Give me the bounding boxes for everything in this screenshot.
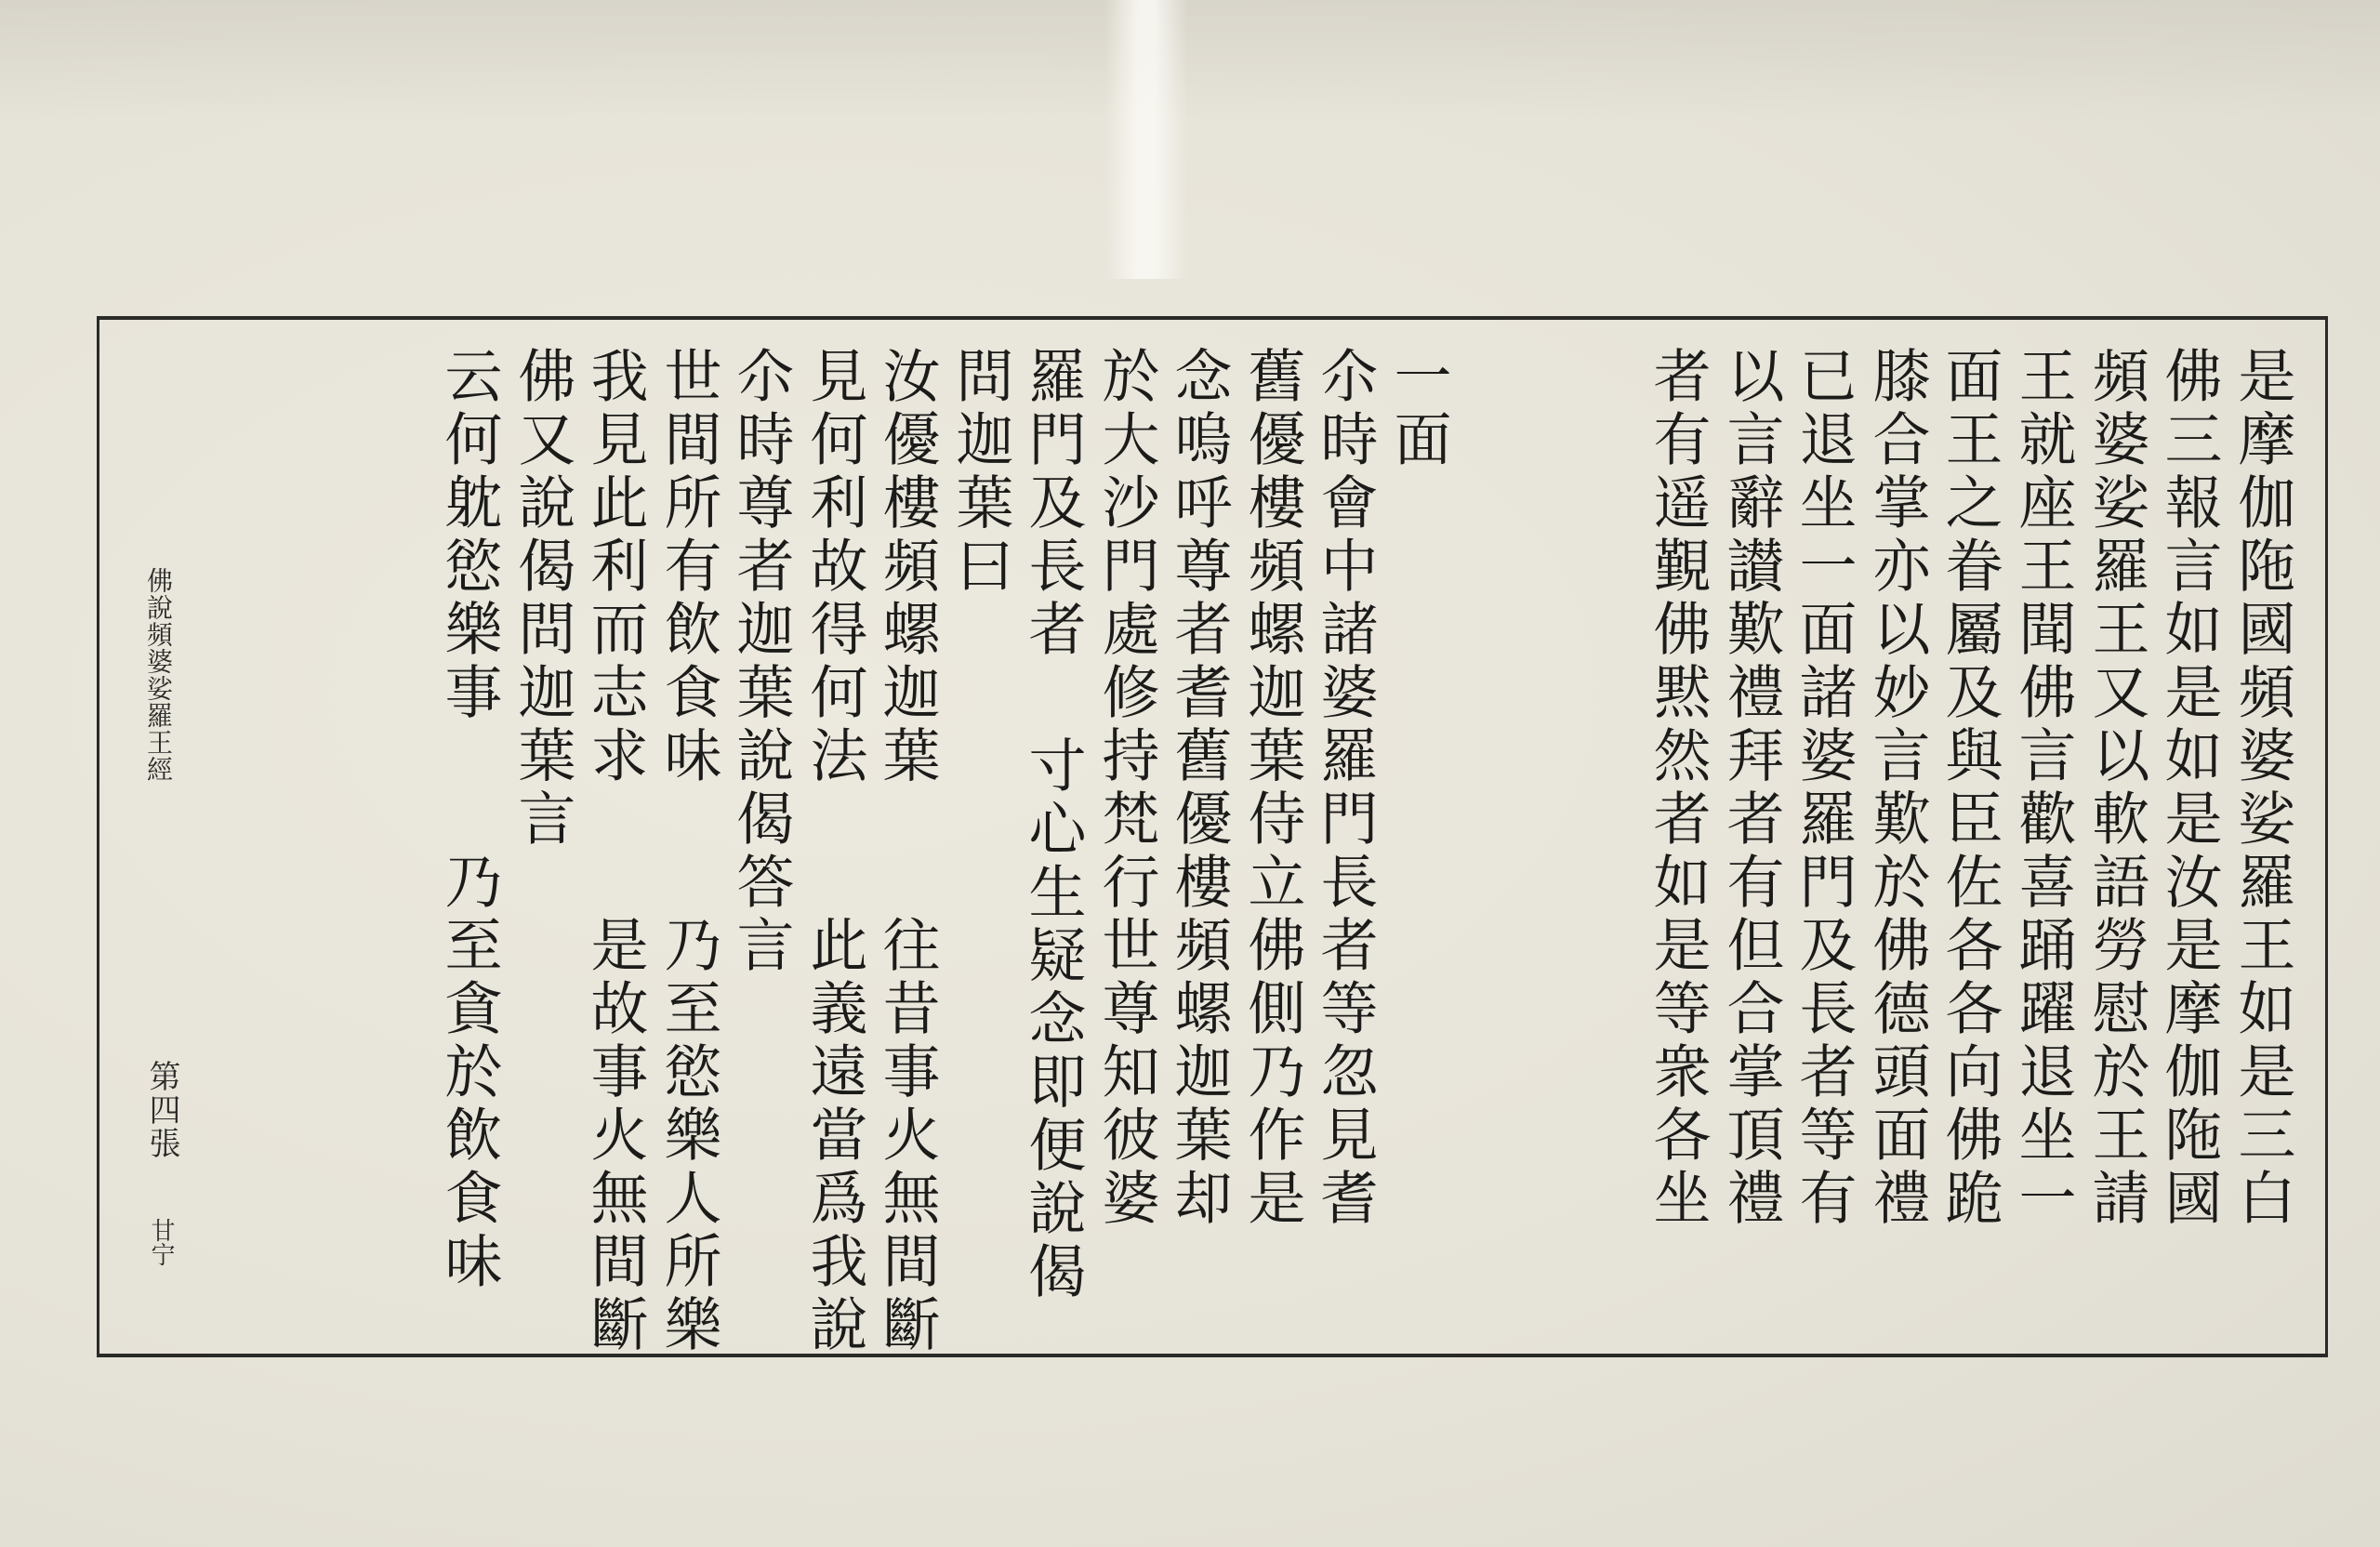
text-column: 汝優樓頻螺迦葉 往昔事火無間斷	[873, 346, 941, 1357]
text-column: 尒時會中諸婆羅門長者等忽見耆	[1311, 346, 1379, 1231]
text-column: 世間所有飲食味 乃至慾樂人所樂	[654, 346, 722, 1357]
text-column: 佛三報言如是如是汝是摩伽陁國	[2155, 346, 2223, 1231]
text-column: 面王之眷屬及與臣佐各各向佛跪	[1936, 346, 2003, 1231]
text-column: 於大沙門處修持梵行世尊知彼婆	[1092, 346, 1160, 1231]
text-column: 已退坐一面諸婆羅門及長者等有	[1790, 346, 1858, 1231]
text-column: 問迦葉曰	[946, 346, 1014, 599]
text-column: 者有遥覲佛黙然者如是等衆各坐	[1644, 346, 1712, 1231]
text-column: 云何躭慾樂事 乃至貪於飲食味	[435, 346, 503, 1294]
text-column: 一面	[1384, 346, 1452, 472]
text-column: 佛又說偈問迦葉言	[509, 346, 576, 852]
text-column: 念嗚呼尊者耆舊優樓頻螺迦葉却	[1165, 346, 1233, 1231]
text-column: 我見此利而志求 是故事火無間斷	[581, 346, 649, 1357]
text-column: 羅門及長者 寸心生疑念即便說偈	[1019, 346, 1087, 1304]
text-column: 見何利故得何法 此義遠當爲我說	[800, 346, 868, 1357]
text-column: 頻婆娑羅王又以軟語勞慰於王請	[2082, 346, 2150, 1231]
margin-carver-mark: 甘宁	[147, 1218, 175, 1266]
text-column: 王就座王聞佛言歡喜踊躍退坐一	[2009, 346, 2077, 1231]
page-shadow	[0, 0, 2380, 121]
text-column: 舊優樓頻螺迦葉侍立佛側乃作是	[1238, 346, 1306, 1231]
margin-sheet-number: 第四張	[143, 1060, 180, 1160]
text-column: 是摩伽陁國頻婆娑羅王如是三白	[2228, 346, 2296, 1231]
text-column: 膝合掌亦以妙言歎於佛德頭面禮	[1863, 346, 1931, 1231]
margin-sutra-title: 佛說頻婆娑羅王經	[143, 567, 174, 783]
paper-fold	[1104, 0, 1188, 279]
text-column: 以言辭讃歎禮拜者有但合掌頂禮	[1717, 346, 1785, 1231]
text-column: 尒時尊者迦葉說偈答言	[727, 346, 795, 978]
